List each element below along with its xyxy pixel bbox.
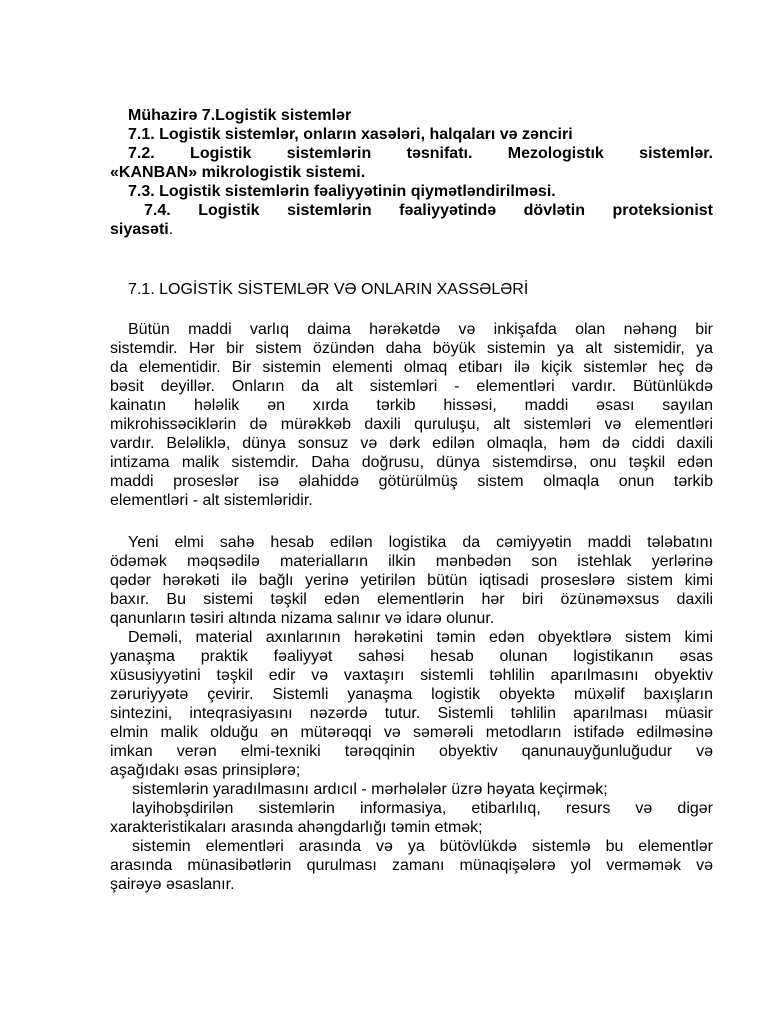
p1-line: sistemdir. Hər bir sistem özündən daha böyük sistemin ya alt sistemidir, ya: [110, 340, 713, 357]
lecture-title: Mühazirə 7.Logistik sistemlər: [128, 107, 352, 124]
principle-item-cont: xarakteristikaları arasında ahəngdarlığı təmin etmək;: [110, 819, 483, 836]
outline-item-7-4-tail: siyasəti: [110, 221, 169, 238]
principle-item-cont: arasında münasibətlərin qurulması zamanı münaqişələrə yol verməmək və: [110, 857, 713, 874]
p3-line: yanaşma praktik fəaliyyət sahəsi hesab olunan logistikanın əsas: [110, 648, 713, 665]
outline-end-period: .: [168, 221, 174, 238]
p2-line: baxır. Bu sistemi təşkil edən elementlərin hər biri özünəməxsus daxili: [110, 591, 713, 608]
p3-line: Deməli, material axınlarının hərəkətini təmin edən obyektlərə sistem kimi: [128, 629, 713, 646]
p2-line: Yeni elmi sahə hesab edilən logistika da cəmiyyətin maddi tələbatını: [128, 534, 713, 551]
document-body: [110, 106, 713, 894]
p3-line: zəruriyyətə çevirir. Sistemli yanaşma logistik obyektə müxəlif baxışların: [110, 686, 713, 703]
outline-item-7-3: 7.3. Logistik sistemlərin fəaliyyətinin qiymətləndirilməsi.: [128, 183, 556, 200]
p2-line-last: qanunların təsiri altında nizama salınır və idarə olunur.: [110, 610, 495, 627]
outline-item-kanban: «KANBAN» mikrologistik sistemi.: [110, 164, 366, 181]
p1-line: mikrohissəciklərin də mürəkkəb daxili quruluşu, alt sistemləri və elementləri: [110, 416, 713, 433]
p1-line: Bütün maddi varlıq daima hərəkətdə və inkişafda olan nəhəng bir: [128, 321, 713, 338]
principle-item: sistemlərin yaradılmasını ardıcıl - mərhələlər üzrə həyata keçirmək;: [132, 781, 608, 798]
p2-line: qədər hərəkəti ilə bağlı yerinə yetirilən bütün iqtisadi proseslərə sistem kimi: [110, 572, 713, 589]
outline-item-7-2: 7.2. Logistik sistemlərin təsnifatı. Mezologistık sistemlər.: [128, 145, 713, 162]
p1-line: maddi proseslər isə əlahiddə götürülmüş sistem olmaqla onun tərkib: [110, 473, 713, 490]
outline-item-7-4-end: [110, 220, 713, 239]
p3-line-last: aşağıdakı əsas prinsiplərə;: [110, 762, 301, 779]
p1-line: bəsit deyillər. Onların da alt sistemləri - elementləri vardır. Bütünlükdə: [110, 378, 713, 395]
p1-line-last: elementləri - alt sistemləridir.: [110, 492, 313, 509]
principle-item: layihobşdirilən sistemlərin informasiya, etibarlılıq, resurs və digər: [132, 800, 713, 817]
p1-line: da elementidir. Bir sistemin elementi olmaq etibarı ilə kiçik sistemlər heç də: [110, 359, 713, 376]
principles-list: [110, 780, 713, 894]
p2-line: ödəmək məqsədilə materialların ilkin mənbədən son istehlak yerlərinə: [110, 553, 713, 570]
p1-line: kainatın hələlik ən xırda tərkib hissəsi, maddi əsası sayılan: [110, 397, 713, 414]
lecture-outline: [110, 106, 713, 239]
paragraph-1: [110, 320, 713, 510]
outline-item-7-4: 7.4. Logistik sistemlərin fəaliyyətində dövlətin proteksionist: [144, 202, 713, 219]
p3-line: sintezini, inteqrasiyasını nəzərdə tutur. Sistemli təhlilin aparılması müasir: [110, 705, 713, 722]
paragraph-2: [110, 533, 713, 628]
p1-line: vardır. Beləliklə, dünya sonsuz və dərk edilən olmaqla, həm də ciddi daxili: [110, 435, 713, 452]
outline-item-7-1: 7.1. Logistik sistemlər, onların xasələri, halqaları və zənciri: [128, 126, 573, 143]
principle-item-last: şairəyə əsaslanır.: [110, 876, 235, 893]
p3-line: imkan verən elmi-texniki tərəqqinin obyektiv qanunauyğunluğudur və: [110, 743, 713, 760]
p3-line: elmin malik olduğu ən mütərəqqi və səmərəli metodların istifadə edilməsinə: [110, 724, 713, 741]
p1-line: intizama malik sistemdir. Daha doğrusu, dünya sistemdirsə, onu təşkil edən: [110, 454, 713, 471]
paragraph-3: [110, 628, 713, 780]
p3-line: xüsusiyyətini təşkil edir və vaxtaşırı sistemli təhlilin aparılmasını obyektiv: [110, 667, 713, 684]
principle-item: sistemin elementləri arasında və ya bütövlükdə sistemlə bu elementlər: [132, 838, 713, 855]
section-heading: 7.1. LOGİSTİK SİSTEMLƏR VƏ ONLARIN XASSƏLƏRİ: [128, 281, 529, 298]
